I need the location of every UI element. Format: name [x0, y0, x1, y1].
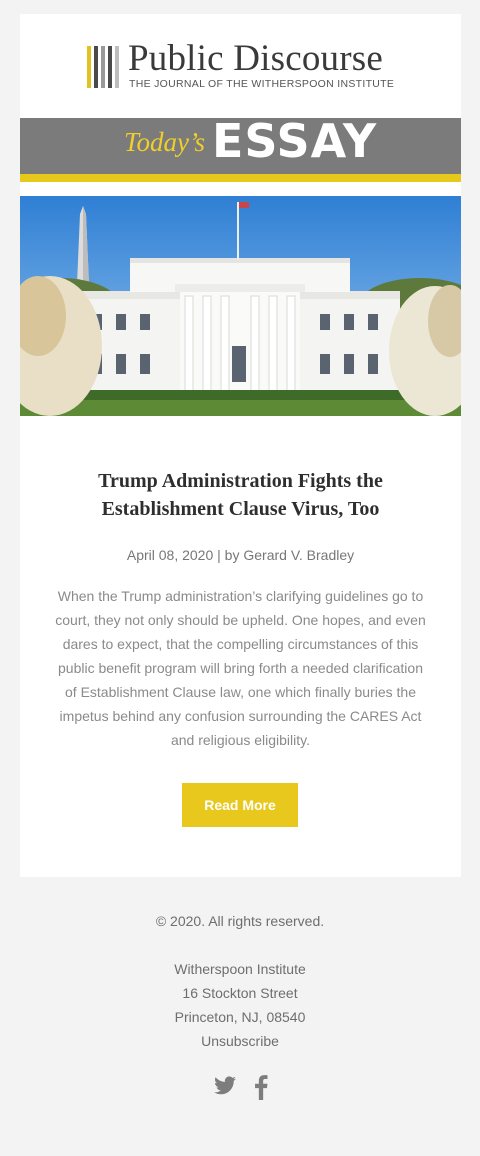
- banner-accent-stripe: [20, 174, 461, 182]
- logo-subtitle: THE JOURNAL OF THE WITHERSPOON INSTITUTE: [129, 78, 395, 90]
- article-title[interactable]: Trump Administration Fights the Establishment Clause Virus, Too: [98, 470, 383, 520]
- city-address: Princeton, NJ, 08540: [174, 1009, 306, 1025]
- facebook-icon[interactable]: [254, 1074, 268, 1105]
- white-house-illustration: [20, 196, 461, 416]
- street-address: 16 Stockton Street: [182, 985, 298, 1001]
- logo-title: Public Discourse: [128, 38, 383, 79]
- banner-word: ESSAY: [212, 114, 378, 168]
- newsletter-card: [20, 14, 461, 877]
- twitter-icon[interactable]: [212, 1074, 238, 1103]
- footer-address: [0, 957, 480, 1053]
- byline-separator: | by: [217, 547, 240, 563]
- article-excerpt: When the Trump administration’s clarifying guidelines go to court, they not only should be upheld. One hopes, and even dares to expect, that the compelling circumstances of this public benefit program will bring forth a needed clarification of Establishment Clause law, one which finally buries the impetus behind any confusion surrounding the CARES Act and religious eligibility.: [55, 588, 426, 748]
- header-logo[interactable]: [20, 14, 461, 118]
- read-more-button[interactable]: Read More: [182, 783, 298, 827]
- social-links: [212, 1074, 272, 1102]
- article-date: April 08, 2020: [126, 547, 214, 563]
- article-meta: [20, 546, 461, 564]
- banner-prefix: Today’s: [124, 127, 206, 157]
- logo-mark-icon: [87, 46, 121, 88]
- copyright-text: © 2020. All rights reserved.: [155, 913, 325, 929]
- unsubscribe-link[interactable]: Unsubscribe: [201, 1033, 279, 1049]
- article-author: Gerard V. Bradley: [243, 547, 355, 563]
- hero-image[interactable]: [20, 196, 461, 416]
- org-name: Witherspoon Institute: [174, 961, 306, 977]
